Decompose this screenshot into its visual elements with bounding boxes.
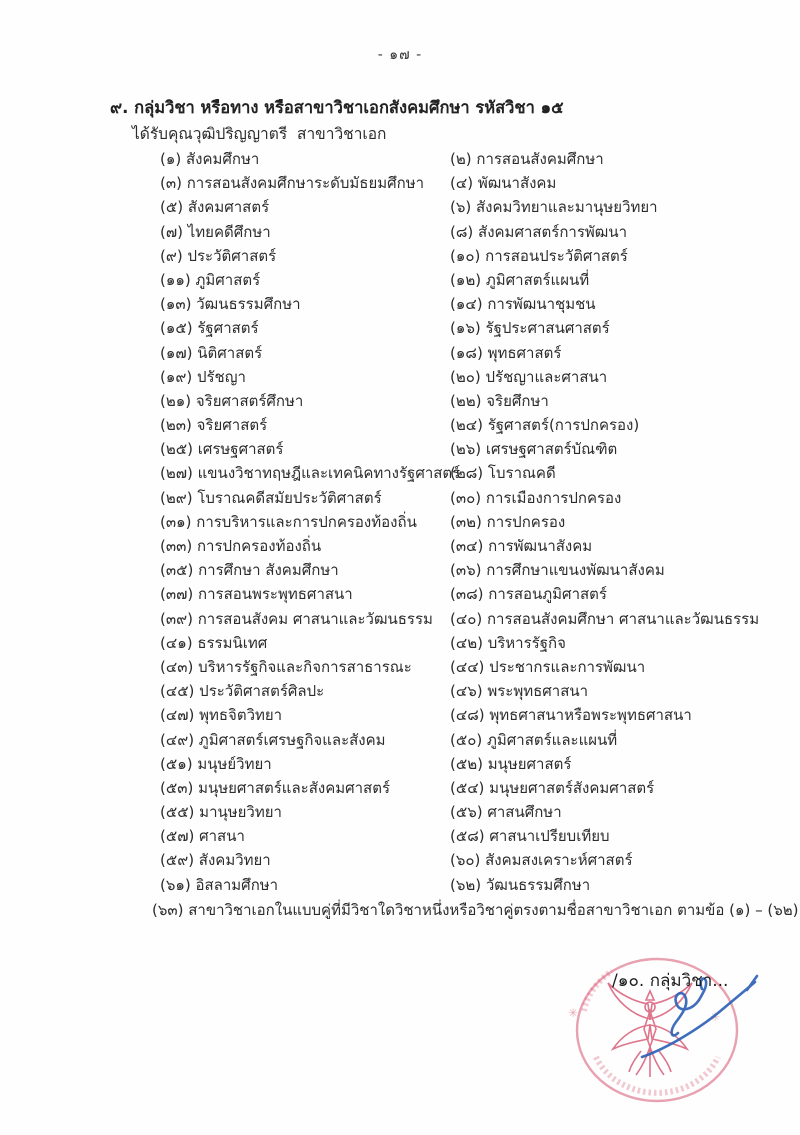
list-row <box>0 365 800 389</box>
list-item: (๒๗) แขนงวิชาทฤษฎีและเทคนิคทางรัฐศาสตร์ <box>160 464 461 483</box>
list-item: (๔) พัฒนาสังคม <box>450 174 557 193</box>
list-item: (๕๘) ศาสนาเปรียบเทียบ <box>450 827 610 846</box>
list-item: (๔๓) บริหารรัฐกิจและกิจการสาธารณะ <box>160 657 412 676</box>
list-item: (๔๒) บริหารรัฐกิจ <box>450 633 566 652</box>
list-item: (๓๔) การพัฒนาสังคม <box>450 537 593 555</box>
list-item: (๑๖) รัฐประศาสนศาสตร์ <box>450 319 610 338</box>
list-row <box>0 728 800 752</box>
list-row <box>0 292 800 316</box>
list-item: (๒๐) ปรัชญาและศาสนา <box>450 367 608 386</box>
list-item: (๓๕) การศึกษา สังคมศึกษา <box>160 561 339 580</box>
garuda-emblem-icon <box>608 983 692 1077</box>
list-item: (๑๐) การสอนประวัติศาสตร์ <box>450 246 628 265</box>
list-item: (๑๘) พุทธศาสตร์ <box>450 343 562 362</box>
list-item: (๔๗) พุทธจิตวิทยา <box>160 706 283 725</box>
list-item: (๔๘) พุทธศาสนาหรือพระพุทธศาสนา <box>450 706 692 725</box>
list-item: (๕๙) สังคมวิทยา <box>160 851 271 870</box>
seal-star-left-icon: ✳ <box>568 1006 579 1020</box>
qualification-line: ได้รับคุณวุฒิปริญญาตรี สาขาวิชาเอก <box>132 125 387 143</box>
list-row <box>0 437 800 461</box>
list-row <box>0 413 800 437</box>
list-item: (๒) การสอนสังคมศึกษา <box>450 150 604 168</box>
list-row <box>0 776 800 800</box>
list-item: (๓๙) การสอนสังคม ศาสนาและวัฒนธรรม <box>160 609 433 628</box>
list-row <box>0 703 800 727</box>
list-row <box>0 848 800 872</box>
list-item: (๔๖) พระพุทธศาสนา <box>450 682 589 701</box>
list-row <box>0 824 800 848</box>
list-row <box>0 631 800 655</box>
list-item: (๓๒) การปกครอง <box>450 512 566 531</box>
list-item-63: (๖๓) สาขาวิชาเอกในแบบคู่ที่มีวิชาใดวิชาหนึ่งหรือวิชาคู่ตรงตามชื่อสาขาวิชาเอก ตามข้อ (๑) – (๖๒) <box>152 901 799 919</box>
seal-star-right-icon: ✳ <box>710 1010 721 1024</box>
list-item: (๔๑) ธรรมนิเทศ <box>160 633 268 652</box>
list-item: (๒๒) จริยศึกษา <box>450 391 549 410</box>
list-item: (๒๙) โบราณคดีสมัยประวัติศาสตร์ <box>160 488 382 507</box>
list-item: (๕๓) มนุษยศาสตร์และสังคมศาสตร์ <box>160 778 391 797</box>
list-item: (๗) ไทยคดีศึกษา <box>160 222 271 241</box>
list-row <box>0 316 800 340</box>
list-item: (๒๘) โบราณคดี <box>450 464 556 483</box>
list-row <box>0 582 800 606</box>
list-item: (๑๑) ภูมิศาสตร์ <box>160 270 261 289</box>
list-row <box>0 510 800 534</box>
list-item: (๕) สังคมศาสตร์ <box>160 198 270 217</box>
list-item: (๑๕) รัฐศาสตร์ <box>160 319 259 338</box>
list-row <box>0 486 800 510</box>
list-item: (๖๐) สังคมสงเคราะห์ศาสตร์ <box>450 851 633 870</box>
list-row <box>0 679 800 703</box>
list-row <box>0 461 800 485</box>
list-item: (๖๒) วัฒนธรรมศึกษา <box>450 875 591 894</box>
list-row <box>0 534 800 558</box>
list-item: (๕๒) มนุษยศาสตร์ <box>450 754 572 773</box>
list-item: (๕๕) มานุษยวิทยา <box>160 803 282 822</box>
list-item: (๓๑) การบริหารและการปกครองท้องถิ่น <box>160 512 417 531</box>
list-item: (๕๖) ศาสนศึกษา <box>450 803 562 822</box>
list-item: (๖) สังคมวิทยาและมานุษยวิทยา <box>450 198 658 217</box>
list-item: (๘) สังคมศาสตร์การพัฒนา <box>450 222 628 241</box>
list-row <box>0 389 800 413</box>
list-item: (๑๙) ปรัชญา <box>160 367 246 386</box>
list-item: (๕๐) ภูมิศาสตร์และแผนที่ <box>450 730 618 749</box>
list-item: (๓๗) การสอนพระพุทธศาสนา <box>160 585 353 604</box>
list-item: (๕๑) มนุษย์วิทยา <box>160 754 272 773</box>
list-row <box>0 558 800 582</box>
list-item: (๒๓) จริยศาสตร์ <box>160 416 268 435</box>
list-item: (๔๙) ภูมิศาสตร์เศรษฐกิจและสังคม <box>160 730 386 749</box>
list-row <box>0 147 800 171</box>
list-item: (๒๕) เศรษฐศาสตร์ <box>160 440 284 459</box>
list-item: (๒๑) จริยศาสตร์ศึกษา <box>160 391 304 410</box>
list-row <box>0 607 800 631</box>
list-row <box>0 752 800 776</box>
list-item: (๑๓) วัฒนธรรมศึกษา <box>160 295 301 314</box>
list-item: (๑๗) นิติศาสตร์ <box>160 343 263 362</box>
section-heading: ๙. กลุ่มวิชา หรือทาง หรือสาขาวิชาเอกสังคมศึกษา รหัสวิชา ๑๕ <box>110 98 564 117</box>
list-item: (๑๔) การพัฒนาชุมชน <box>450 295 596 314</box>
page-number: - ๑๗ - <box>377 47 423 63</box>
official-seal-area <box>550 945 780 1135</box>
list-item: (๔๐) การสอนสังคมศึกษา ศาสนาและวัฒนธรรม <box>450 609 760 628</box>
list-item: (๔๕) ประวัติศาสตร์ศิลปะ <box>160 682 325 701</box>
list-row <box>0 655 800 679</box>
list-item: (๑๒) ภูมิศาสตร์แผนที่ <box>450 270 590 289</box>
list-row <box>0 195 800 219</box>
list-item: (๒๔) รัฐศาสตร์(การปกครอง) <box>450 416 640 435</box>
list-row <box>0 220 800 244</box>
list-row <box>0 341 800 365</box>
list-item: (๓๐) การเมืองการปกครอง <box>450 488 622 507</box>
list-row <box>0 171 800 195</box>
list-row <box>0 873 800 897</box>
list-row <box>0 800 800 824</box>
list-item: (๒๖) เศรษฐศาสตร์บัณฑิต <box>450 440 618 459</box>
list-item: (๔๔) ประชากรและการพัฒนา <box>450 657 646 676</box>
list-item: (๓) การสอนสังคมศึกษาระดับมัธยมศึกษา <box>160 174 425 193</box>
list-item: (๕๗) ศาสนา <box>160 827 245 846</box>
list-item: (๓๖) การศึกษาแขนงพัฒนาสังคม <box>450 561 665 580</box>
list-item: (๕๔) มนุษยศาสตร์สังคมศาสตร์ <box>450 778 655 797</box>
list-row <box>0 244 800 268</box>
continuation-note: /๑๐. กลุ่มวิชา... <box>612 971 729 991</box>
list-item: (๖๑) อิสลามศึกษา <box>160 875 279 894</box>
list-item: (๓๓) การปกครองท้องถิ่น <box>160 537 322 555</box>
list-item: (๑) สังคมศึกษา <box>160 150 260 168</box>
list-item: (๙) ประวัติศาสตร์ <box>160 246 277 265</box>
list-row <box>0 268 800 292</box>
list-item: (๓๘) การสอนภูมิศาสตร์ <box>450 585 607 604</box>
major-subject-list <box>0 147 800 897</box>
